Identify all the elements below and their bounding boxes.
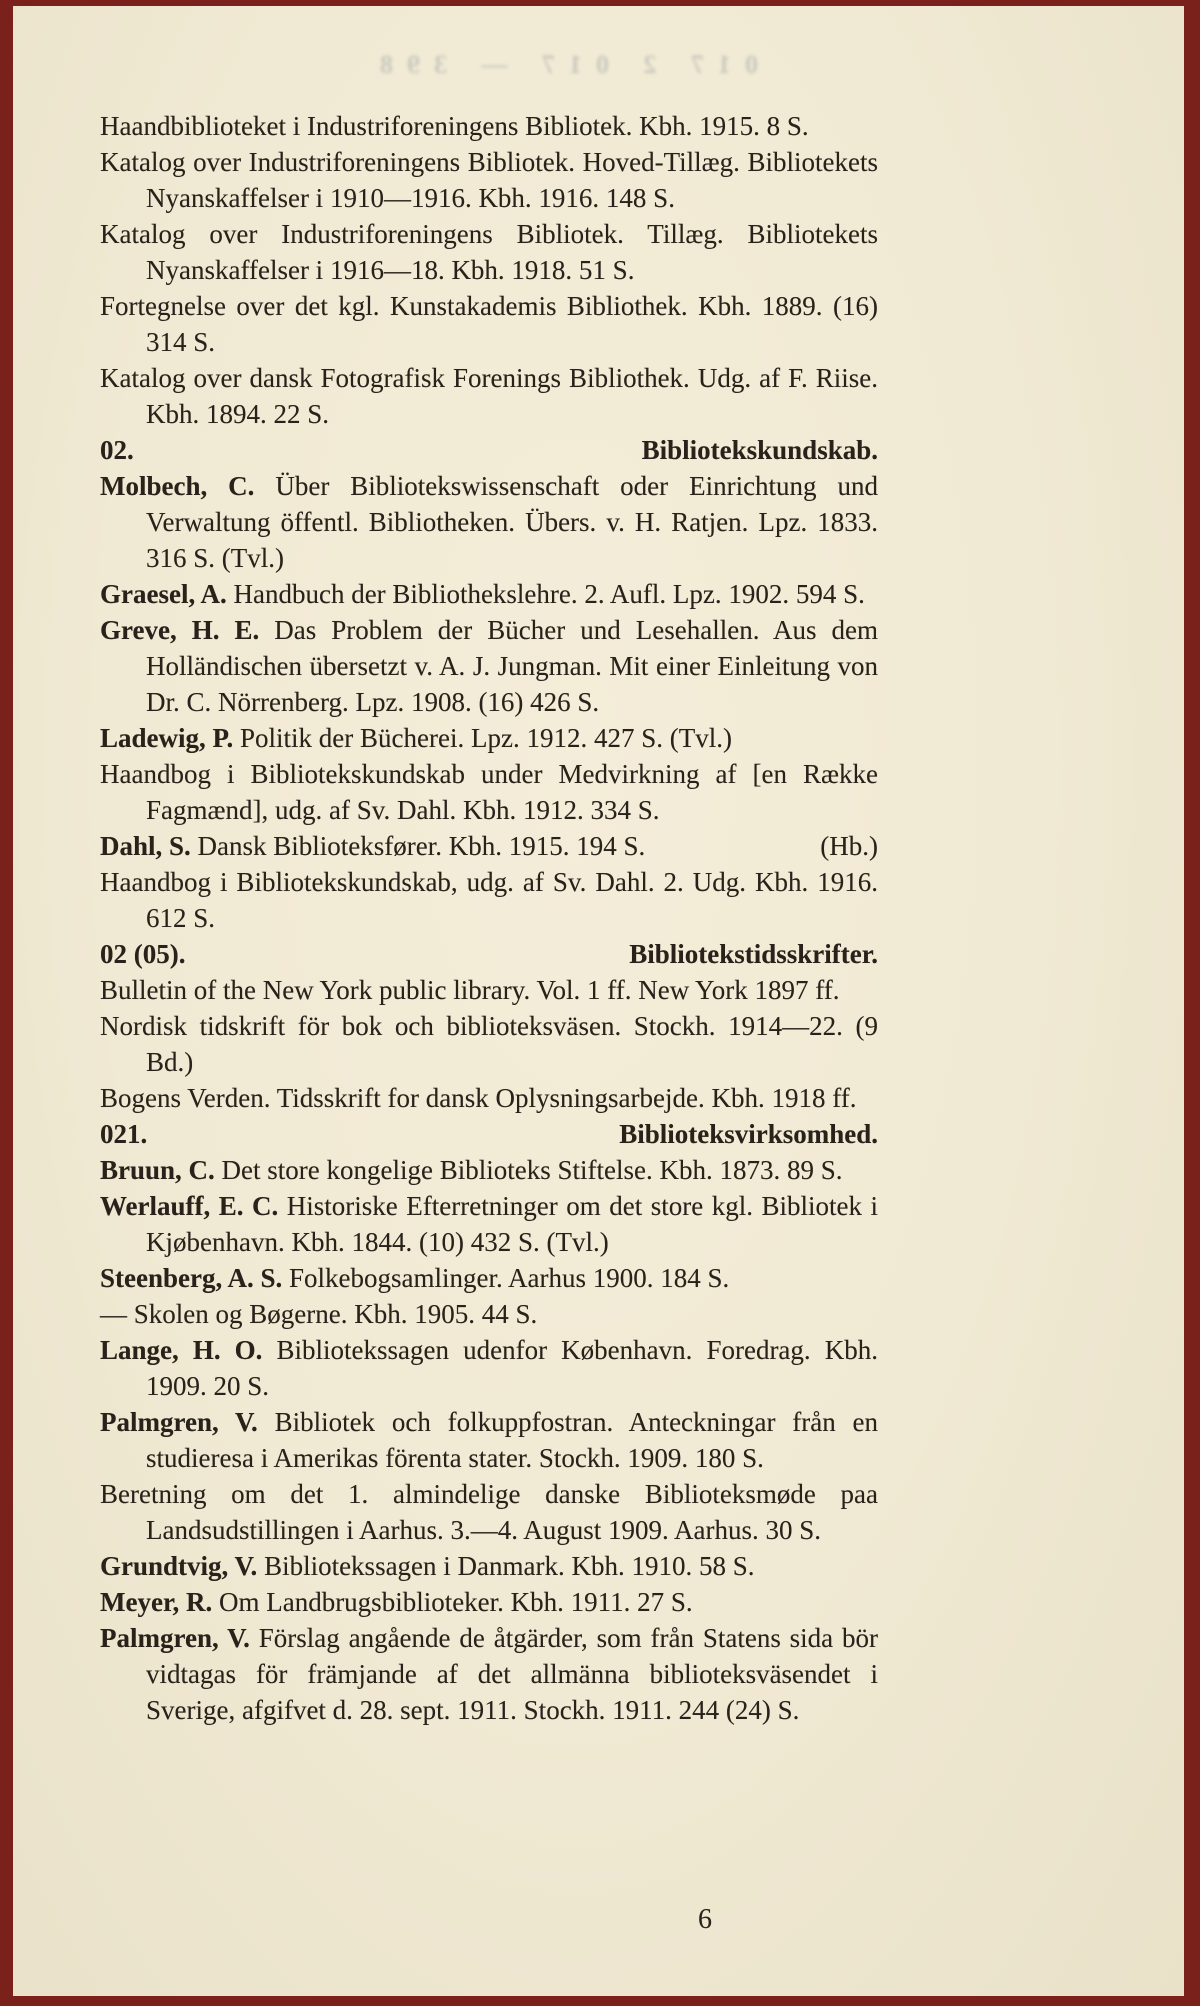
section-code: 021.: [100, 1119, 148, 1149]
entry-author: Ladewig, P.: [100, 723, 234, 753]
entry-text: Bibliotekssagen udenfor København. Foredrag. Kbh. 1909. 20 S.: [146, 1335, 878, 1401]
entry-text: Folkebogsamlinger. Aarhus 1900. 184 S.: [289, 1263, 730, 1293]
bibliography-entry: [100, 1080, 878, 1116]
section-title: Bibliotekskundskab.: [641, 435, 878, 465]
bibliography-entry: [100, 468, 878, 576]
entry-author: Graesel, A.: [100, 579, 227, 609]
entry-text: Det store kongelige Biblioteks Stiftelse. Kbh. 1873. 89 S.: [221, 1155, 843, 1185]
entry-text: Beretning om det 1. almindelige danske Biblioteksmøde paa Landsudstillingen i Aarhus. 3.—4. August 1909. Aarhus. 30 S.: [100, 1479, 878, 1545]
entry-author: Dahl, S.: [100, 831, 191, 861]
entry-text: Bogens Verden. Tidsskrift for dansk Oplysningsarbejde. Kbh. 1918 ff.: [100, 1083, 857, 1113]
entry-text: Das Problem der Bücher und Lesehallen. Aus dem Holländischen übersetzt v. A. J. Jungman. Mit einer Einleitung von Dr. C. Nörrenberg. Lpz. 1908. (16) 426 S.: [146, 615, 878, 717]
section-code: 02.: [100, 435, 134, 465]
bibliography-entry: [100, 108, 878, 144]
entry-text: Haandbiblioteket i Industriforeningens Bibliotek. Kbh. 1915. 8 S.: [100, 111, 809, 141]
entry-text: Katalog over Industriforeningens Bibliotek. Tillæg. Bibliotekets Nyanskaffelser i 1916—18. Kbh. 1918. 51 S.: [100, 219, 878, 285]
entry-author: Greve, H. E.: [100, 615, 260, 645]
bibliography-entry: [100, 1152, 878, 1188]
section-header: [100, 936, 878, 972]
entry-right-note: (Hb.): [820, 831, 878, 861]
section-title: Bibliotekstidsskrifter.: [629, 939, 878, 969]
bibliography-entry: [100, 1332, 878, 1404]
entry-text: Über Bibliotekswissenschaft oder Einrichtung und Verwaltung öffentl. Bibliotheken. Übers. v. H. Ratjen. Lpz. 1833. 316 S. (Tvl.): [146, 471, 878, 573]
entry-text: Bibliotekssagen i Danmark. Kbh. 1910. 58 S.: [264, 1551, 755, 1581]
section-code: 02 (05).: [100, 939, 186, 969]
bibliography-entry: [100, 1584, 878, 1620]
bibliography-entry: [100, 1620, 878, 1728]
entry-text: Nordisk tidskrift för bok och biblioteksväsen. Stockh. 1914—22. (9 Bd.): [100, 1011, 878, 1077]
entry-author: Molbech, C.: [100, 471, 255, 501]
bibliography-entry: [100, 288, 878, 360]
entry-text: Dansk Biblioteksfører. Kbh. 1915. 194 S.: [197, 831, 646, 861]
entry-text: Bibliotek och folkuppfostran. Anteckningar från en studieresa i Amerikas förenta stater. Stockh. 1909. 180 S.: [146, 1407, 879, 1473]
bibliography-entry: [100, 360, 878, 432]
entry-author: Grundtvig, V.: [100, 1551, 258, 1581]
section-header: [100, 432, 878, 468]
bibliography-entry: [100, 828, 878, 864]
entry-text: Katalog over Industriforeningens Bibliotek. Hoved-Tillæg. Bibliotekets Nyanskaffelser i 1910—1916. Kbh. 1916. 148 S.: [100, 147, 878, 213]
bibliography-entry: [100, 216, 878, 288]
bibliography-entry: [100, 612, 878, 720]
section-header: [100, 1116, 878, 1152]
entry-text: Om Landbrugsbiblioteker. Kbh. 1911. 27 S.: [218, 1587, 693, 1617]
entry-text: Historiske Efterretninger om det store kgl. Bibliotek i Kjøbenhavn. Kbh. 1844. (10) 432 S. (Tvl.): [146, 1191, 878, 1257]
entry-author: Steenberg, A. S.: [100, 1263, 283, 1293]
page-number: 6: [698, 1904, 712, 1935]
entry-author: Palmgren, V.: [100, 1623, 250, 1653]
entry-text: Förslag angående de åtgärder, som från Statens sida bör vidtagas för främjande af det allmänna biblioteksväsendet i Sverige, afgifvet d. 28. sept. 1911. Stockh. 1911. 244 (24) S.: [146, 1623, 879, 1725]
entry-author: Werlauff, E. C.: [100, 1191, 279, 1221]
bibliography-list: [100, 108, 878, 1728]
bibliography-entry: [100, 1548, 878, 1584]
entry-text: Bulletin of the New York public library. Vol. 1 ff. New York 1897 ff.: [100, 975, 840, 1005]
entry-author: Palmgren, V.: [100, 1407, 258, 1437]
entry-text: Handbuch der Bibliothekslehre. 2. Aufl. Lpz. 1902. 594 S.: [233, 579, 865, 609]
bleedthrough-ghost-text: 017 2 017 — 398: [366, 50, 758, 79]
bibliography-entry: [100, 756, 878, 828]
bibliography-entry: [100, 972, 878, 1008]
entry-text: — Skolen og Bøgerne. Kbh. 1905. 44 S.: [100, 1299, 538, 1329]
page-paper: [13, 6, 1184, 1996]
entry-text: Haandbog i Bibliotekskundskab under Medvirkning af [en Række Fagmænd], udg. af Sv. Dahl. Kbh. 1912. 334 S.: [100, 759, 878, 825]
bibliography-entry: [100, 1260, 878, 1296]
entry-text: Politik der Bücherei. Lpz. 1912. 427 S. (Tvl.): [240, 723, 732, 753]
bibliography-entry: [100, 1404, 878, 1476]
section-title: Biblioteksvirksomhed.: [619, 1119, 878, 1149]
bibliography-entry: [100, 720, 878, 756]
bibliography-entry: [100, 864, 878, 936]
entry-author: Bruun, C.: [100, 1155, 215, 1185]
bibliography-entry: [100, 1296, 878, 1332]
entry-text: Fortegnelse over det kgl. Kunstakademis Bibliothek. Kbh. 1889. (16) 314 S.: [100, 291, 878, 357]
entry-author: Meyer, R.: [100, 1587, 213, 1617]
entry-author: Lange, H. O.: [100, 1335, 263, 1365]
bibliography-entry: [100, 1008, 878, 1080]
bibliography-entry: [100, 1476, 878, 1548]
entry-text: Haandbog i Bibliotekskundskab, udg. af Sv. Dahl. 2. Udg. Kbh. 1916. 612 S.: [100, 867, 878, 933]
bibliography-entry: [100, 576, 878, 612]
bibliography-entry: [100, 1188, 878, 1260]
bibliography-entry: [100, 144, 878, 216]
entry-text: Katalog over dansk Fotografisk Forenings Bibliothek. Udg. af F. Riise. Kbh. 1894. 22 S.: [100, 363, 878, 429]
